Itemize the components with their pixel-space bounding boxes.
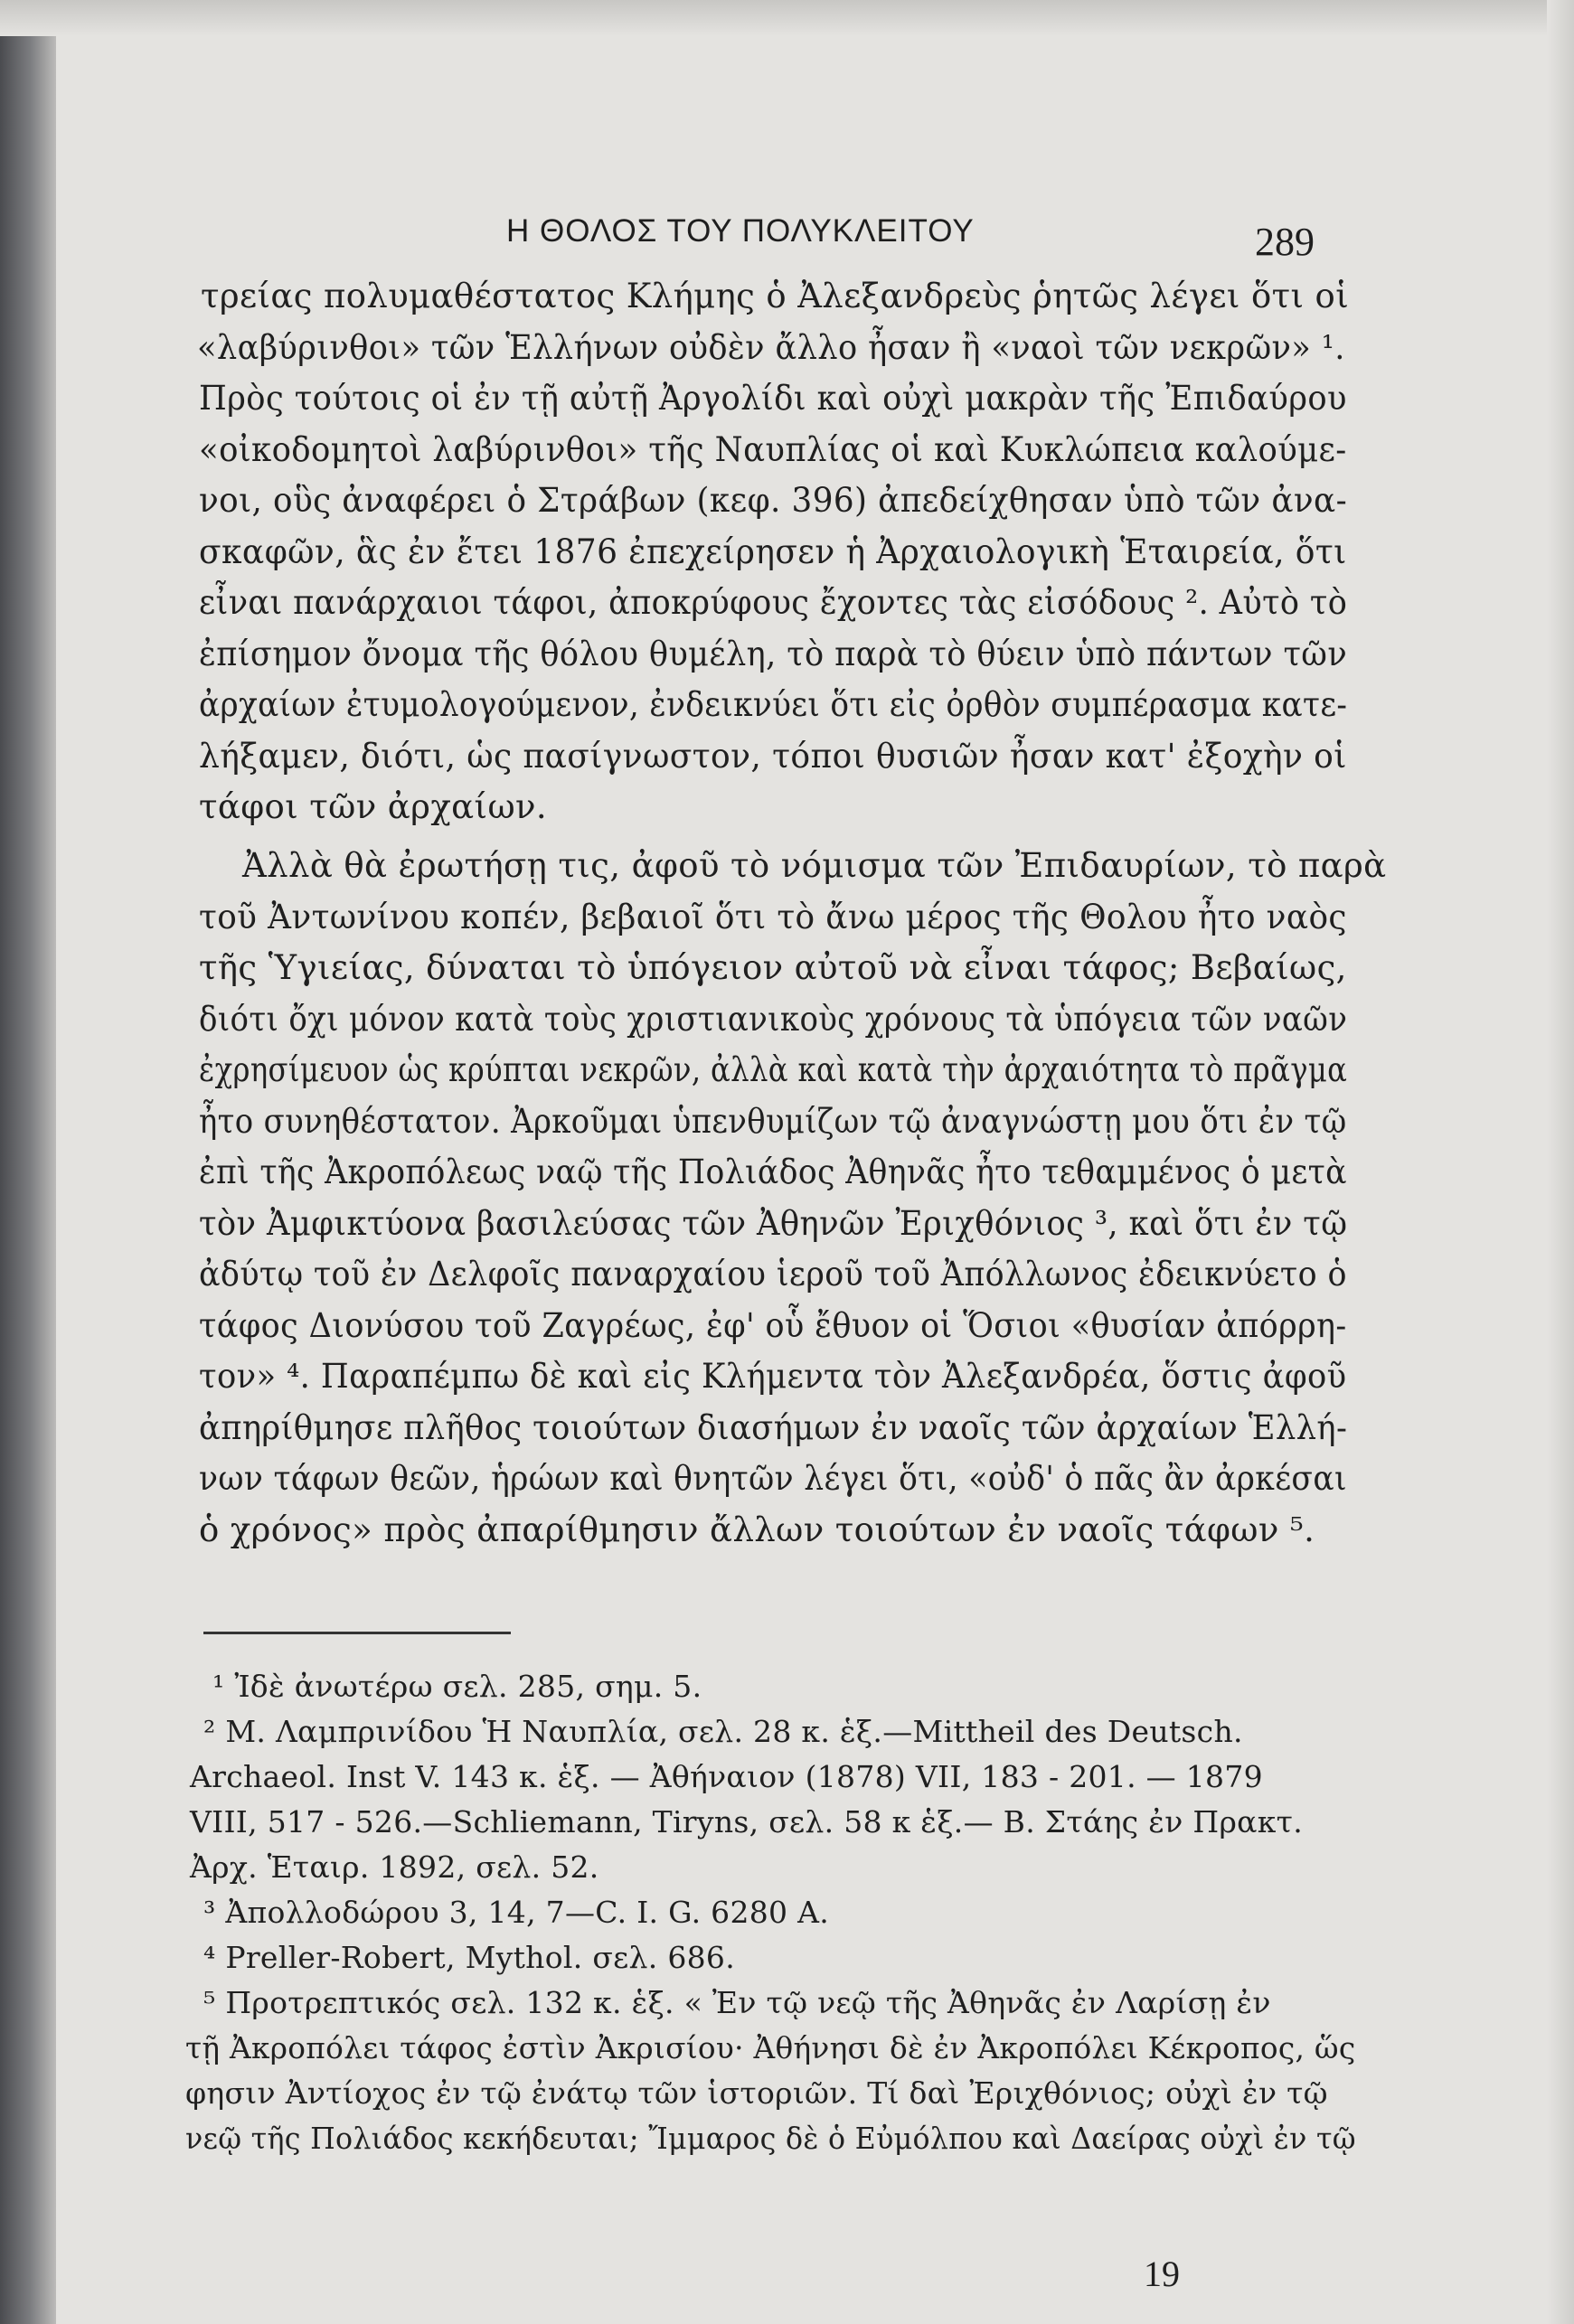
text-line: ἐχρησίμευον ὡς κρύπται νεκρῶν, ἀλλὰ καὶ κατὰ τὴν ἀρχαιότητα τὸ πρᾶγμα xyxy=(199,1050,1348,1089)
footnote: νεῷ τῆς Πολιάδος κεκήδευται; Ἴμμαρος δὲ ὁ Εὐμόλπου καὶ Δαείρας οὐχὶ ἐν τῷ xyxy=(185,2121,1356,2156)
text-line: τάφοι τῶν ἀρχαίων. xyxy=(199,787,548,826)
running-header: Η ΘΟΛΟΣ ΤΟΥ ΠΟΛΥΚΛΕΙΤΟΥ xyxy=(506,213,975,249)
right-edge-shadow xyxy=(1547,0,1574,2324)
text-line: τοῦ Ἀντωνίνου κοπέν, βεβαιοῖ ὅτι τὸ ἄνω μέρος τῆς Θολου ἦτο ναὸς xyxy=(199,898,1347,936)
book-spine-shadow xyxy=(0,0,56,2324)
footnote: VIII, 517 - 526.—Schliemann, Tiryns, σελ. 58 κ ἑξ.— Β. Στάης ἐν Πρακτ. xyxy=(190,1804,1304,1839)
text-line: ἀπηρίθμησε πλῆθος τοιούτων διασήμων ἐν ναοῖς τῶν ἀρχαίων Ἑλλή- xyxy=(199,1408,1348,1447)
text-line: ἀρχαίων ἐτυμολογούμενον, ἐνδεικνύει ὅτι εἰς ὀρθὸν συμπέρασμα κατε- xyxy=(199,685,1348,724)
text-line: τάφος Διονύσου τοῦ Ζαγρέως, ἐφ' οὗ ἔθυον οἱ Ὅσιοι «θυσίαν ἀπόρρη- xyxy=(199,1306,1347,1345)
footnote: Ἀρχ. Ἑταιρ. 1892, σελ. 52. xyxy=(190,1849,599,1885)
text-line: τρείας πολυμαθέστατος Κλήμης ὁ Ἀλεξανδρεὺς ῥητῶς λέγει ὅτι οἱ xyxy=(201,277,1350,315)
text-line: νων τάφων θεῶν, ἡρώων καὶ θνητῶν λέγει ὅτι, «οὐδ' ὁ πᾶς ἂν ἀρκέσαι xyxy=(199,1459,1347,1498)
text-line: λήξαμεν, διότι, ὡς πασίγνωστον, τόποι θυσιῶν ἦσαν κατ' ἐξοχὴν οἱ xyxy=(199,737,1347,776)
text-line: ἐπίσημον ὄνομα τῆς θόλου θυμέλη, τὸ παρὰ τὸ θύειν ὑπὸ πάντων τῶν xyxy=(199,635,1348,673)
text-line: ὁ χρόνος» πρὸς ἀπαρίθμησιν ἄλλων τοιούτων ἐν ναοῖς τάφων ⁵. xyxy=(199,1510,1315,1549)
footnote-divider xyxy=(203,1632,511,1634)
text-line: Πρὸς τούτοις οἱ ἐν τῇ αὐτῇ Ἀργολίδι καὶ οὐχὶ μακρὰν τῆς Ἐπιδαύρου xyxy=(199,379,1347,418)
text-line: τον» ⁴. Παραπέμπω δὲ καὶ εἰς Κλήμεντα τὸν Ἀλεξανδρέα, ὅστις ἀφοῦ xyxy=(199,1357,1347,1396)
text-line: τὸν Ἀμφικτύονα βασιλεύσας τῶν Ἀθηνῶν Ἐριχθόνιος ³, καὶ ὅτι ἐν τῷ xyxy=(199,1204,1348,1243)
text-line: «οἰκοδομητοὶ λαβύρινθοι» τῆς Ναυπλίας οἱ καὶ Κυκλώπεια καλούμε- xyxy=(199,430,1347,469)
text-line: νοι, οὓς ἀναφέρει ὁ Στράβων (κεφ. 396) ἀπεδείχθησαν ὑπὸ τῶν ἀνα- xyxy=(199,481,1348,520)
text-line: ἐπὶ τῆς Ἀκροπόλεως ναῷ τῆς Πολιάδος Ἀθηνᾶς ἦτο τεθαμμένος ὁ μετὰ xyxy=(199,1153,1347,1191)
text-line: Ἀλλὰ θὰ ἐρωτήσῃ τις, ἀφοῦ τὸ νόμισμα τῶν Ἐπιδαυρίων, τὸ παρὰ xyxy=(242,846,1387,885)
footnote: τῇ Ἀκροπόλει τάφος ἐστὶν Ἀκρισίου· Ἀθήνησι δὲ ἐν Ἀκροπόλει Κέκροπος, ὥς xyxy=(185,2030,1356,2065)
text-line: σκαφῶν, ἃς ἐν ἔτει 1876 ἐπεχείρησεν ἡ Ἀρχαιολογικὴ Ἑταιρεία, ὅτι xyxy=(199,532,1347,571)
text-line: διότι ὄχι μόνον κατὰ τοὺς χριστιανικοὺς χρόνους τὰ ὑπόγεια τῶν ναῶν xyxy=(199,1000,1348,1039)
top-edge-shadow xyxy=(0,0,1574,36)
text-line: «λαβύρινθοι» τῶν Ἑλλήνων οὐδὲν ἄλλο ἦσαν ἢ «ναοὶ τῶν νεκρῶν» ¹. xyxy=(197,328,1345,367)
text-line: εἶναι πανάρχαιοι τάφοι, ἀποκρύφους ἔχοντες τὰς εἰσόδους ². Αὐτὸ τὸ xyxy=(199,583,1348,622)
footnote: ⁴ Preller-Robert, Mythol. σελ. 686. xyxy=(203,1940,736,1975)
footnote: ¹ Ἰδὲ ἀνωτέρω σελ. 285, σημ. 5. xyxy=(212,1669,702,1704)
footnote: Archaeol. Inst V. 143 κ. ἑξ. — Ἀθήναιον (1878) VII, 183 - 201. — 1879 xyxy=(190,1759,1263,1794)
footnote: ⁵ Προτρεπτικός σελ. 132 κ. ἑξ. « Ἐν τῷ νεῷ τῆς Ἀθηνᾶς ἐν Λαρίσῃ ἐν xyxy=(203,1985,1271,2020)
signature-mark: 19 xyxy=(1144,2253,1180,2294)
footnote: φησιν Ἀντίοχος ἐν τῷ ἐνάτῳ τῶν ἱστοριῶν. Τί δαὶ Ἐριχθόνιος; οὐχὶ ἐν τῷ xyxy=(185,2075,1328,2111)
text-line: ἦτο συνηθέστατον. Ἀρκοῦμαι ὑπενθυμίζων τῷ ἀναγνώστῃ μου ὅτι ἐν τῷ xyxy=(199,1102,1347,1141)
page-number: 289 xyxy=(1255,220,1315,264)
footnote: ³ Ἀπολλοδώρου 3, 14, 7—C. I. G. 6280 A. xyxy=(203,1895,830,1930)
text-line: ἀδύτῳ τοῦ ἐν Δελφοῖς παναρχαίου ἱεροῦ τοῦ Ἀπόλλωνος ἐδεικνύετο ὁ xyxy=(199,1255,1347,1294)
footnote: ² Μ. Λαμπρινίδου Ἡ Ναυπλία, σελ. 28 κ. ἑξ.—Mittheil des Deutsch. xyxy=(203,1714,1243,1749)
text-line: τῆς Ὑγιείας, δύναται τὸ ὑπόγειον αὐτοῦ νὰ εἶναι τάφος; Βεβαίως, xyxy=(199,948,1347,987)
